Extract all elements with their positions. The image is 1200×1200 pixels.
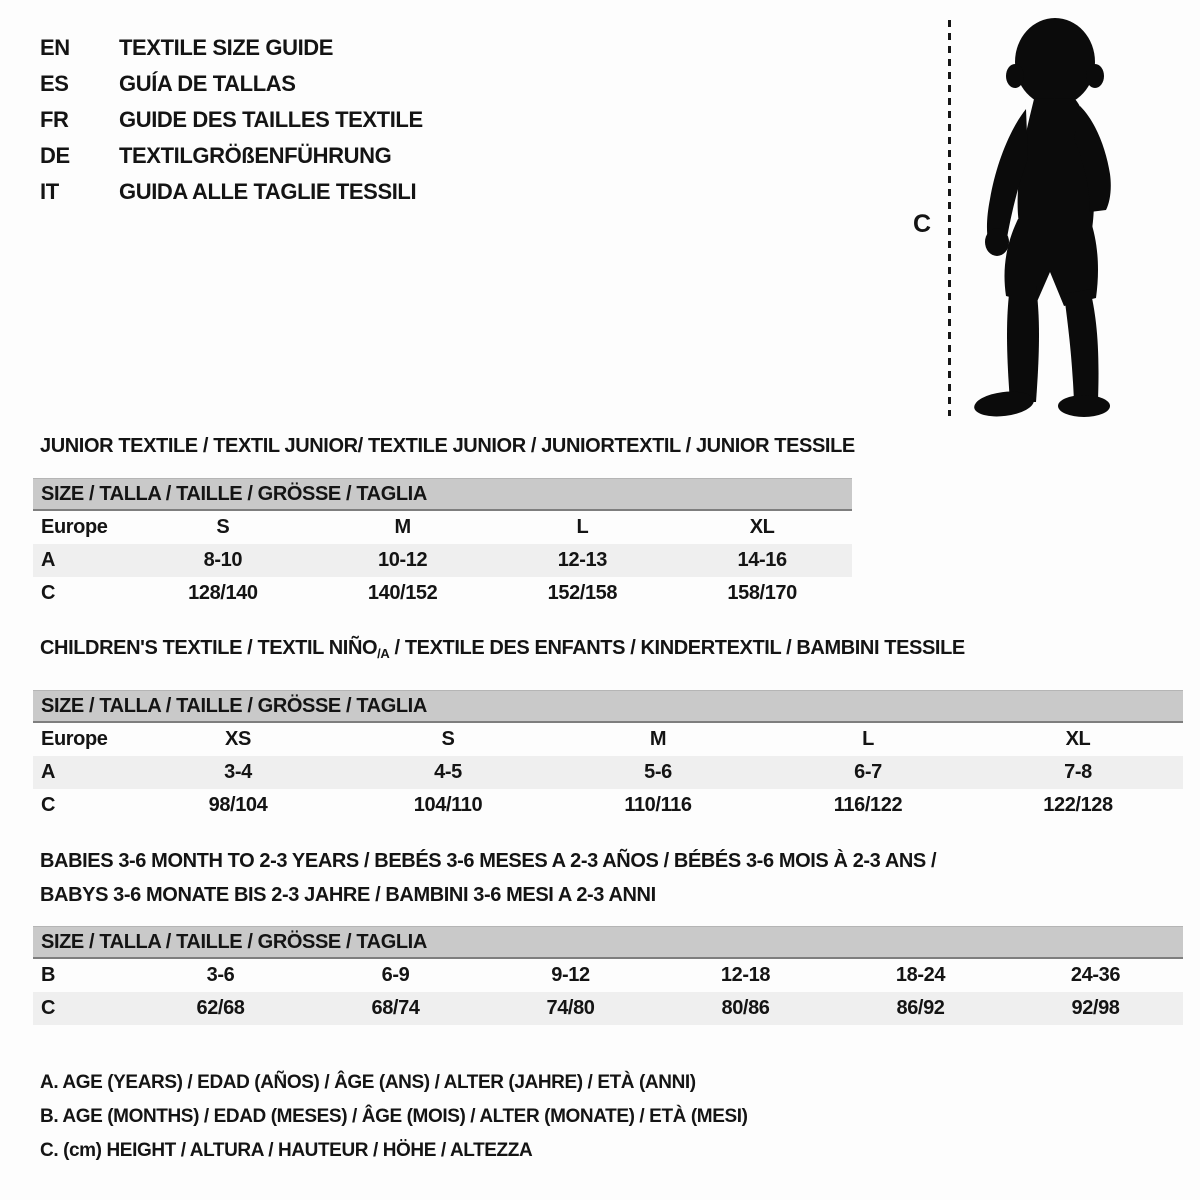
size-col-l: L bbox=[862, 728, 874, 750]
size-col-m: M bbox=[394, 516, 411, 538]
size-col-m: M bbox=[649, 728, 667, 750]
cell-value: 24-36 bbox=[1070, 964, 1121, 986]
cell-value: 3-6 bbox=[206, 964, 235, 986]
language-row-es bbox=[40, 66, 423, 102]
region-label: Europe bbox=[41, 728, 108, 750]
table-row-height bbox=[33, 577, 852, 610]
cell-value: 128/140 bbox=[188, 582, 258, 604]
children-section-title bbox=[40, 636, 965, 666]
table-header-row bbox=[33, 723, 1183, 756]
cell-value: 3-4 bbox=[224, 761, 252, 783]
language-row-en bbox=[40, 30, 423, 66]
cell-value: 74/80 bbox=[546, 997, 595, 1019]
table-row-months bbox=[33, 959, 1183, 992]
cell-value: 12-13 bbox=[557, 549, 607, 571]
cell-value: 12-18 bbox=[720, 964, 771, 986]
cell-value: 4-5 bbox=[434, 761, 462, 783]
table-row-height bbox=[33, 992, 1183, 1025]
cell-value: 14-16 bbox=[737, 549, 787, 571]
height-dashed-line bbox=[948, 20, 951, 416]
cell-value: 6-9 bbox=[381, 964, 410, 986]
row-label: B bbox=[41, 964, 56, 986]
size-col-l: L bbox=[576, 516, 589, 538]
legend-line-b: B. AGE (MONTHS) / EDAD (MESES) / ÂGE (MOIS) / ALTER (MONATE) / ETÀ (MESI) bbox=[40, 1106, 748, 1127]
language-row-de bbox=[40, 138, 423, 174]
cell-value: 116/122 bbox=[833, 794, 903, 816]
language-title-list bbox=[40, 30, 423, 210]
cell-value: 62/68 bbox=[196, 997, 245, 1019]
cell-value: 68/74 bbox=[371, 997, 420, 1019]
babies-title-line1: BABIES 3-6 MONTH TO 2-3 YEARS / BEBÉS 3-6 MESES A 2-3 AÑOS / BÉBÉS 3-6 MOIS À 2-3 ANS / bbox=[40, 850, 937, 872]
children-title-post: / TEXTILE DES ENFANTS / KINDERTEXTIL / BAMBINI TESSILE bbox=[389, 637, 965, 659]
children-title-pre: CHILDREN'S TEXTILE / TEXTIL NIÑO bbox=[40, 637, 378, 659]
row-label: C bbox=[41, 794, 56, 816]
cell-value: 8-10 bbox=[203, 549, 243, 571]
cell-value: 140/152 bbox=[367, 582, 438, 604]
guide-title-fr: GUIDE DES TAILLES TEXTILE bbox=[119, 107, 423, 132]
language-code: IT bbox=[40, 179, 59, 204]
language-code: FR bbox=[40, 107, 69, 132]
table-header-row bbox=[33, 511, 852, 544]
row-label: A bbox=[41, 761, 56, 783]
junior-section-title: JUNIOR TEXTILE / TEXTIL JUNIOR/ TEXTILE JUNIOR / JUNIORTEXTIL / JUNIOR TESSILE bbox=[40, 435, 855, 457]
cell-value: 98/104 bbox=[208, 794, 268, 816]
children-title-sub: /A bbox=[377, 646, 390, 661]
measure-legend bbox=[40, 1066, 748, 1168]
cell-value: 18-24 bbox=[895, 964, 946, 986]
cell-value: 7-8 bbox=[1064, 761, 1092, 783]
size-col-xl: XL bbox=[1065, 728, 1091, 750]
cell-value: 152/158 bbox=[547, 582, 618, 604]
region-label: Europe bbox=[41, 516, 108, 538]
table-row-age bbox=[33, 544, 852, 577]
size-col-xl: XL bbox=[749, 516, 775, 538]
height-measure-label: C bbox=[913, 210, 931, 238]
row-label: C bbox=[41, 997, 56, 1019]
cell-value: 92/98 bbox=[1071, 997, 1120, 1019]
baby-silhouette-icon bbox=[962, 14, 1142, 418]
guide-title-es: GUÍA DE TALLAS bbox=[119, 71, 296, 96]
size-header-bar: SIZE / TALLA / TAILLE / GRÖSSE / TAGLIA bbox=[33, 478, 852, 511]
guide-title-de: TEXTILGRÖßENFÜHRUNG bbox=[119, 143, 392, 168]
cell-value: 158/170 bbox=[727, 582, 797, 604]
cell-value: 9-12 bbox=[551, 964, 590, 986]
cell-value: 10-12 bbox=[378, 549, 428, 571]
guide-title-it: GUIDA ALLE TAGLIE TESSILI bbox=[119, 179, 417, 204]
legend-line-a: A. AGE (YEARS) / EDAD (AÑOS) / ÂGE (ANS) / ALTER (JAHRE) / ETÀ (ANNI) bbox=[40, 1072, 696, 1093]
junior-size-table bbox=[33, 478, 852, 610]
language-row-it bbox=[40, 174, 423, 210]
size-col-s: S bbox=[216, 516, 230, 538]
size-col-xs: XS bbox=[225, 728, 251, 750]
guide-title-en: TEXTILE SIZE GUIDE bbox=[119, 35, 334, 60]
cell-value: 5-6 bbox=[644, 761, 672, 783]
language-code: DE bbox=[40, 143, 70, 168]
cell-value: 122/128 bbox=[1043, 794, 1113, 816]
cell-value: 110/116 bbox=[624, 794, 692, 816]
language-code: ES bbox=[40, 71, 69, 96]
language-row-fr bbox=[40, 102, 423, 138]
cell-value: 104/110 bbox=[413, 794, 483, 816]
cell-value: 86/92 bbox=[896, 997, 945, 1019]
table-row-height bbox=[33, 789, 1183, 822]
row-label: A bbox=[41, 549, 56, 571]
cell-value: 80/86 bbox=[721, 997, 770, 1019]
size-col-s: S bbox=[441, 728, 455, 750]
row-label: C bbox=[41, 582, 56, 604]
babies-size-table bbox=[33, 926, 1183, 1025]
legend-line-c: C. (cm) HEIGHT / ALTURA / HAUTEUR / HÖHE / ALTEZZA bbox=[40, 1140, 533, 1161]
children-size-table bbox=[33, 690, 1183, 822]
babies-section-title bbox=[40, 844, 936, 912]
size-header-bar: SIZE / TALLA / TAILLE / GRÖSSE / TAGLIA bbox=[33, 690, 1183, 723]
table-row-age bbox=[33, 756, 1183, 789]
babies-title-line2: BABYS 3-6 MONATE BIS 2-3 JAHRE / BAMBINI 3-6 MESI A 2-3 ANNI bbox=[40, 884, 656, 906]
cell-value: 6-7 bbox=[854, 761, 882, 783]
language-code: EN bbox=[40, 35, 70, 60]
size-header-bar: SIZE / TALLA / TAILLE / GRÖSSE / TAGLIA bbox=[33, 926, 1183, 959]
